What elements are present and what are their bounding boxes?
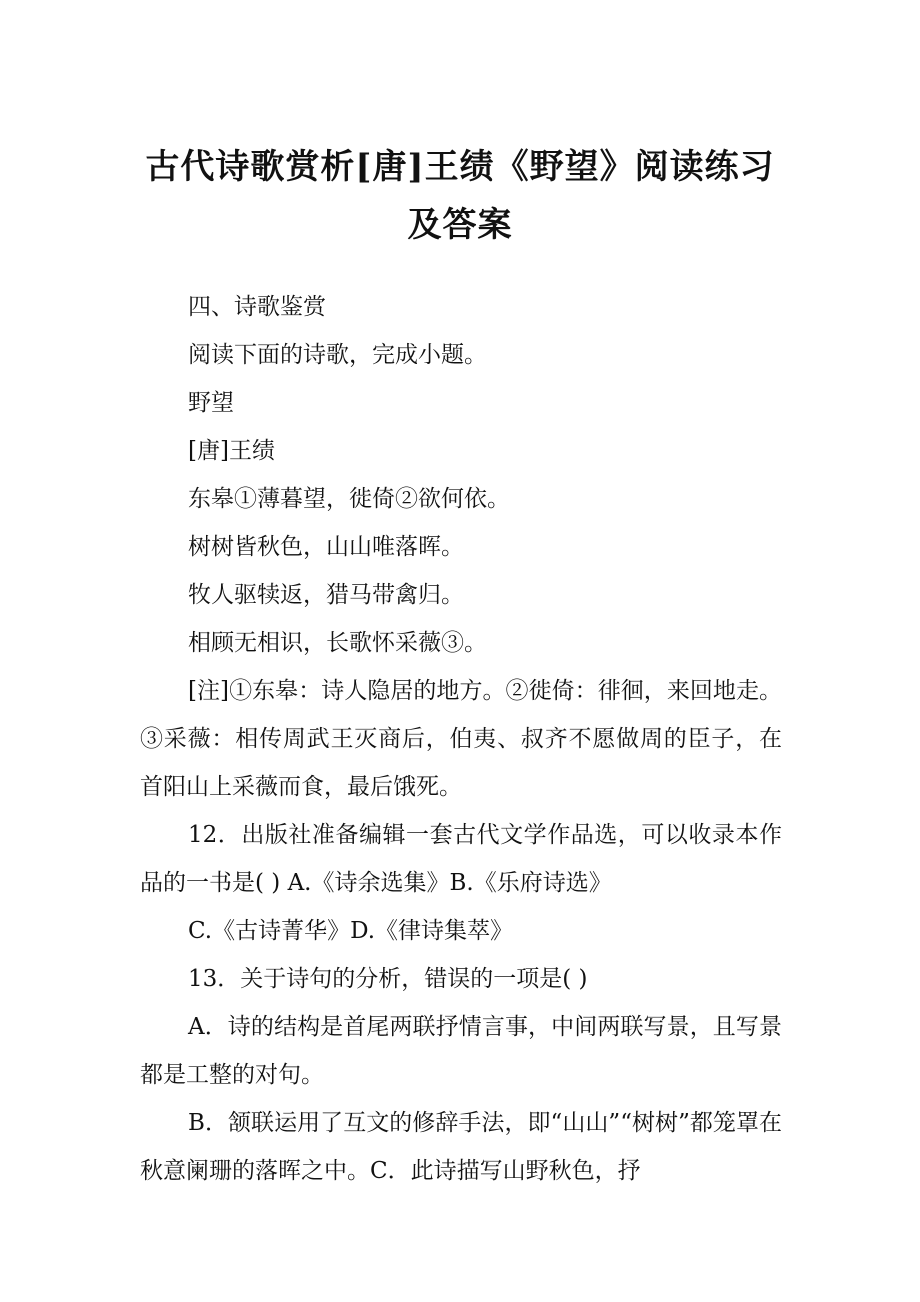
question-12: 12．出版社准备编辑一套古代文学作品选，可以收录本作品的一书是( ) A.《诗余选集》B.《乐府诗选》 (140, 822, 782, 896)
question-13-option-b: B．颔联运用了互文的修辞手法，即“山山”“树树”都笼罩在秋意阑珊的落晖之中。C．此诗描写山野秋色，抒 (140, 1110, 782, 1184)
section-heading: 四、诗歌鉴赏 (188, 294, 326, 320)
poem-line: 相顾无相识，长歌怀采薇③。 (188, 630, 487, 656)
question-13: 13．关于诗句的分析，错误的一项是( ) (188, 966, 588, 992)
question-12-options: C.《古诗菁华》D.《律诗集萃》 (188, 918, 514, 944)
poem-author: [唐]王绩 (188, 438, 275, 464)
poem-title: 野望 (188, 390, 234, 416)
poem-notes: [注]①东皋：诗人隐居的地方。②徙倚：徘徊，来回地走。③采薇：相传周武王灭商后，伯夷、叔齐不愿做周的臣子，在首阳山上采薇而食，最后饿死。 (140, 678, 782, 800)
poem-line: 东皋①薄暮望，徙倚②欲何依。 (188, 486, 510, 512)
poem-line: 牧人驱犊返，猎马带禽归。 (188, 582, 464, 608)
poem-line: 树树皆秋色，山山唯落晖。 (188, 534, 464, 560)
document-body (140, 283, 782, 1195)
document-title: 古代诗歌赏析[唐]王绩《野望》阅读练习及答案 (145, 147, 775, 245)
question-13-option-a: A．诗的结构是首尾两联抒情言事，中间两联写景，且写景都是工整的对句。 (140, 1014, 782, 1088)
instruction-text: 阅读下面的诗歌，完成小题。 (188, 342, 487, 368)
